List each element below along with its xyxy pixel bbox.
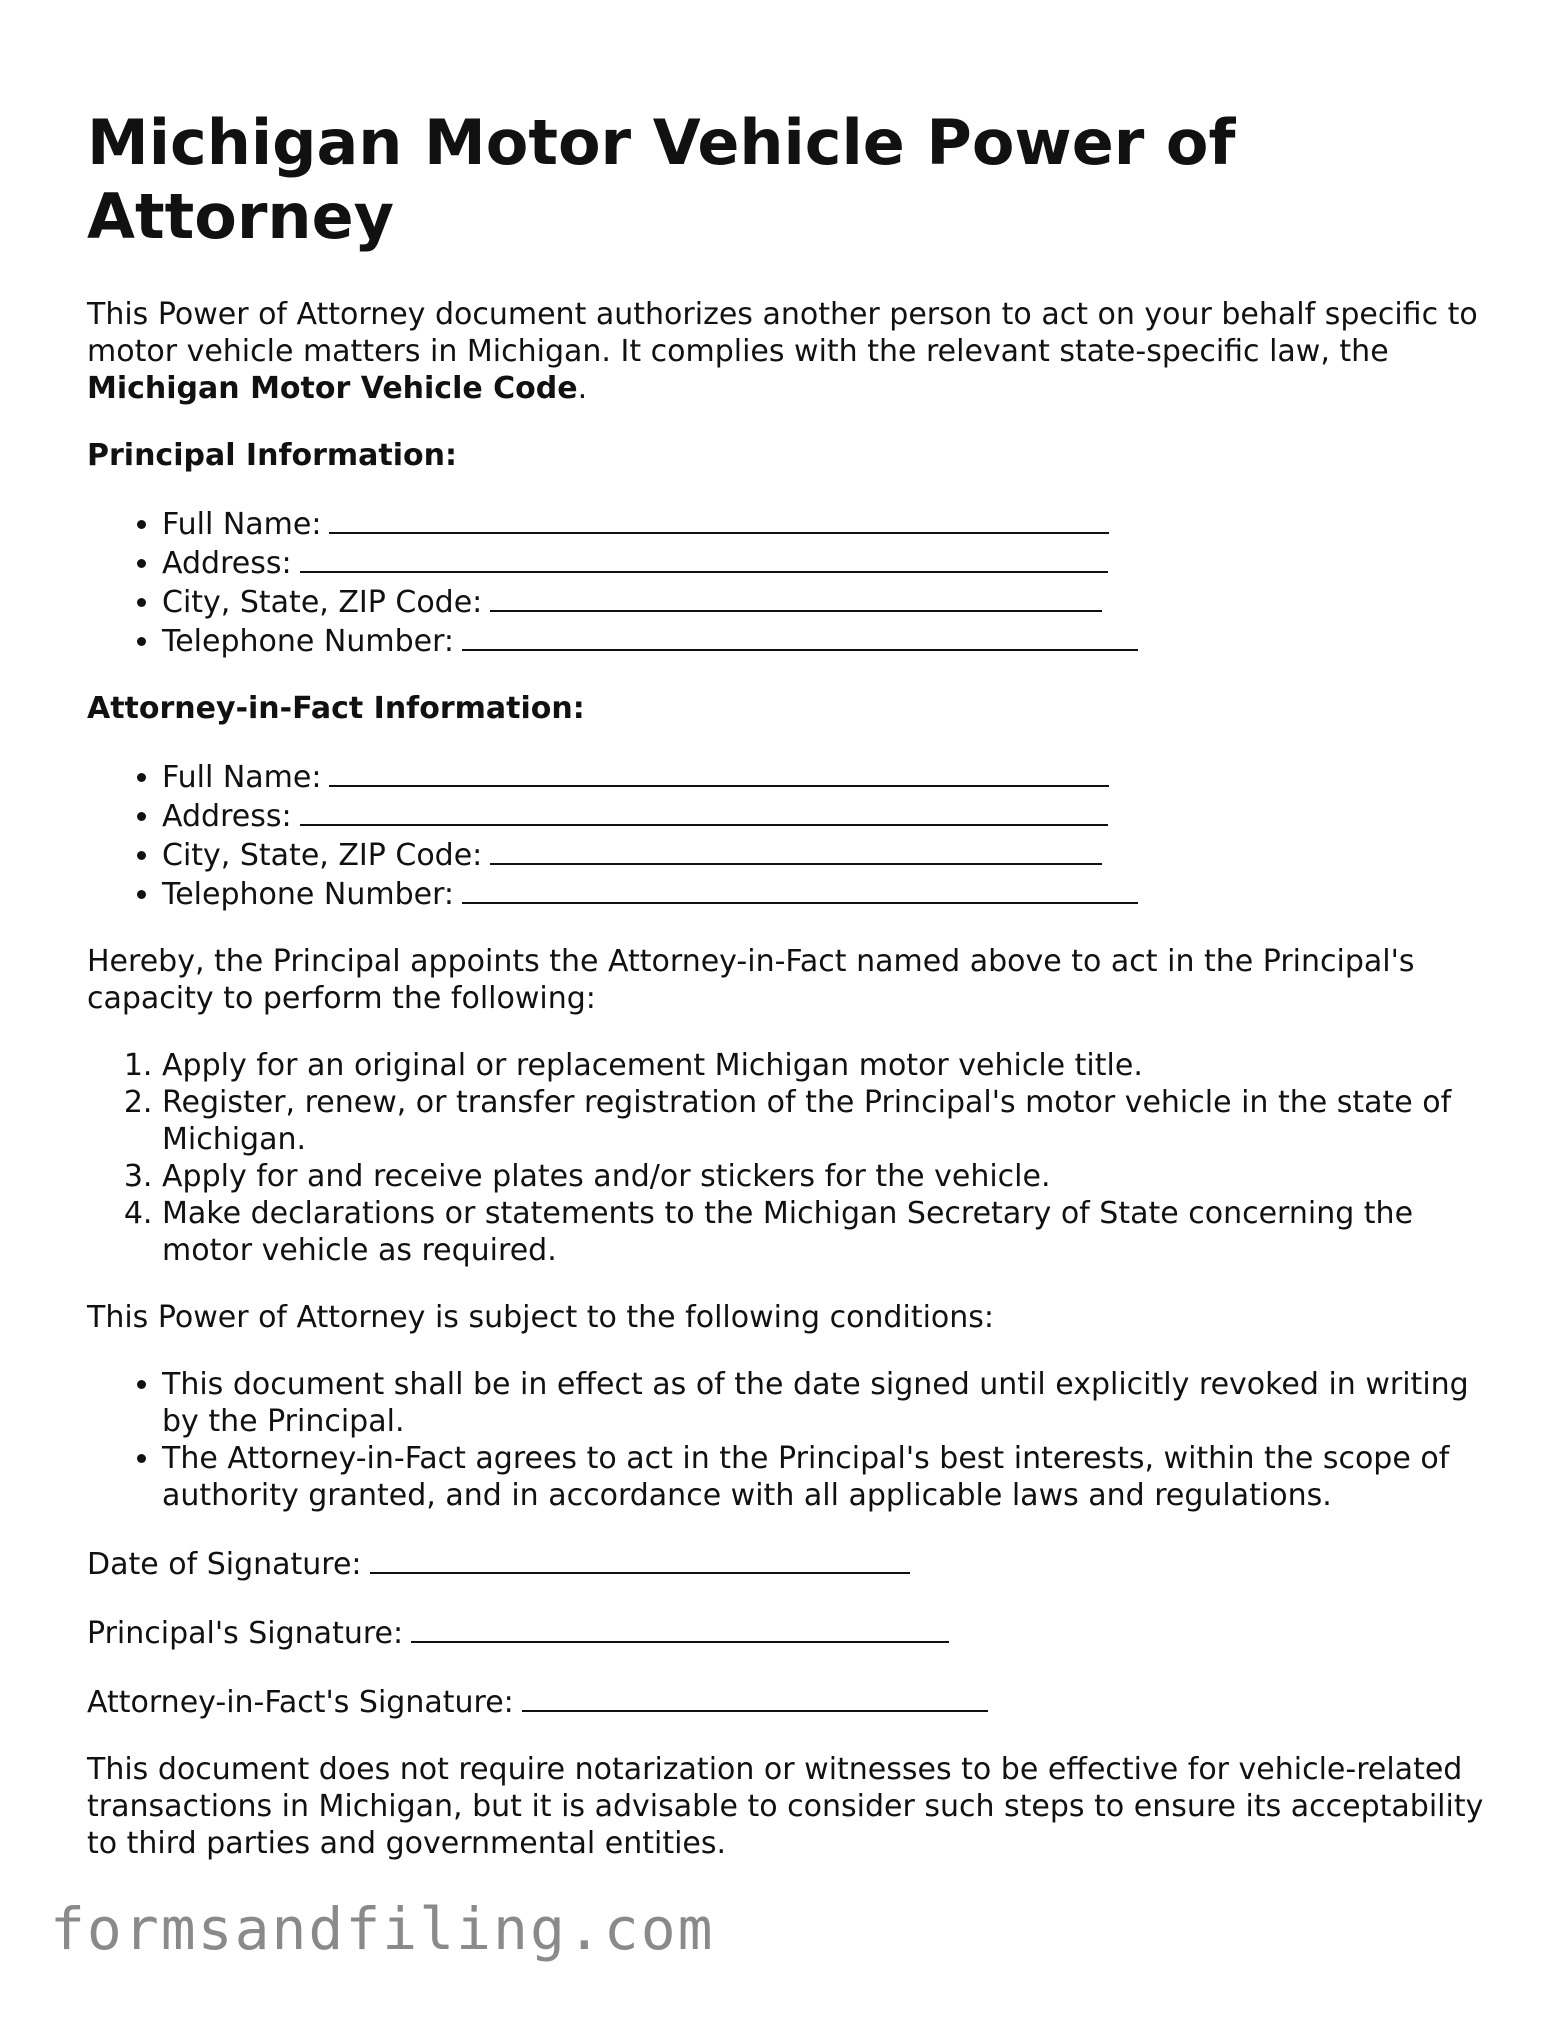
document-page <box>87 106 1487 1892</box>
conditions-intro: This Power of Attorney is subject to the following conditions: <box>87 1300 995 1335</box>
power-item: 3. Apply for and receive plates and/or stickers for the vehicle. <box>162 1158 1487 1195</box>
power-item: 4. Make declarations or statements to the Michigan Secretary of State concerning the motor vehicle as required. <box>162 1195 1487 1269</box>
page-title: Michigan Motor Vehicle Power of Attorney <box>87 106 1236 253</box>
principal-address-field <box>162 543 1487 582</box>
attorney-full-name-field <box>162 757 1487 796</box>
condition-item: • The Attorney-in-Fact agrees to act in the Principal's best interests, within the scope of authority granted, and in accordance with all applicable laws and regulations. <box>162 1440 1487 1514</box>
full-name-blank[interactable] <box>329 757 1109 787</box>
intro-text: This Power of Attorney document authorizes another person to act on your behalf specific to motor vehicle matters in Michigan. It complies with the relevant state-specific law, the <box>87 297 1478 369</box>
field-label: Full Name: <box>162 760 322 795</box>
condition-item: • This document shall be in effect as of the date signed until explicitly revoked in writing by the Principal. <box>162 1366 1487 1440</box>
attorney-heading: Attorney-in-Fact Information: <box>87 691 585 726</box>
law-name: Michigan Motor Vehicle Code <box>87 371 578 406</box>
city-state-zip-blank[interactable] <box>490 582 1102 612</box>
field-label: City, State, ZIP Code: <box>162 838 483 873</box>
principal-city-field <box>162 582 1487 621</box>
attorney-city-field <box>162 835 1487 874</box>
address-blank[interactable] <box>300 796 1108 826</box>
power-item: 2. Register, renew, or transfer registration of the Principal's motor vehicle in the state of Michigan. <box>162 1084 1487 1158</box>
field-label: Full Name: <box>162 507 322 542</box>
closing-note: This document does not require notarization or witnesses to be effective for vehicle-related transactions in Michigan, but it is advisable to consider such steps to ensure its acceptability to third parties and governmental entities. <box>87 1752 1484 1861</box>
city-state-zip-blank[interactable] <box>490 835 1102 865</box>
powers-list <box>87 1047 1487 1269</box>
principal-phone-field <box>162 621 1487 660</box>
full-name-blank[interactable] <box>329 504 1109 534</box>
appointment-paragraph: Hereby, the Principal appoints the Attorney-in-Fact named above to act in the Principal's capacity to perform the following: <box>87 944 1415 1016</box>
conditions-list <box>87 1366 1487 1514</box>
principal-heading: Principal Information: <box>87 438 458 473</box>
watermark: formsandfiling.com <box>50 1895 715 1963</box>
principal-full-name-field <box>162 504 1487 543</box>
address-blank[interactable] <box>300 543 1108 573</box>
attorney-phone-field <box>162 874 1487 913</box>
intro-text-end: . <box>577 371 588 406</box>
attorney-address-field <box>162 796 1487 835</box>
attorney-signature-blank[interactable] <box>522 1682 988 1712</box>
field-label: Telephone Number: <box>162 877 454 912</box>
attorney-fields <box>87 757 1487 913</box>
date-blank[interactable] <box>370 1544 910 1574</box>
date-label: Date of Signature: <box>87 1547 362 1582</box>
field-label: Telephone Number: <box>162 624 454 659</box>
intro-paragraph <box>87 296 1487 407</box>
power-item: 1. Apply for an original or replacement Michigan motor vehicle title. <box>162 1047 1487 1084</box>
attorney-signature-line <box>87 1682 1487 1721</box>
field-label: City, State, ZIP Code: <box>162 585 483 620</box>
telephone-blank[interactable] <box>462 874 1138 904</box>
attorney-signature-label: Attorney-in-Fact's Signature: <box>87 1685 514 1720</box>
telephone-blank[interactable] <box>462 621 1138 651</box>
principal-signature-line <box>87 1613 1487 1652</box>
principal-signature-label: Principal's Signature: <box>87 1616 404 1651</box>
principal-signature-blank[interactable] <box>411 1613 949 1643</box>
date-signature-line <box>87 1544 1487 1583</box>
field-label: Address: <box>162 546 292 581</box>
principal-fields <box>87 504 1487 660</box>
field-label: Address: <box>162 799 292 834</box>
